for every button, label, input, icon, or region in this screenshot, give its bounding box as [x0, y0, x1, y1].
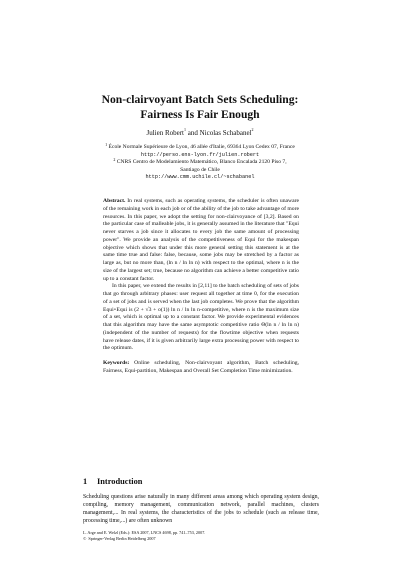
- section-heading: [83, 477, 323, 487]
- author-1: Julien Robert: [146, 129, 184, 137]
- author-1-affil-mark: 1: [184, 127, 186, 132]
- copyright-icon: ©: [83, 535, 87, 541]
- abstract-label: Abstract.: [103, 198, 126, 204]
- section-title: Introduction: [97, 477, 143, 486]
- affiliation-1-url[interactable]: http://perso.ens-lyon.fr/julien.robert: [140, 151, 260, 158]
- author-list: [50, 129, 350, 138]
- footnote-publisher: Springer-Verlag Berlin Heidelberg 2007: [87, 535, 156, 541]
- abstract-text-1: In real systems, such as operating systems, the scheduler is often unaware of the remaining work in each job or of the ability of the job to take advantage of more resources. In this paper, we adopt the setting for non-clairvoyance of [3,2]. Based on the particular case of malleable jobs, it is generally assumed in the literature that "Equi never starves a job since it allocates to every job the same amount of processing power". We provide an analysis of the competitiveness of Equi for the makespan objective which shows that under this more general setting this statement is at the same time true and false: false, because, some jobs may be stretched by a factor as large as, but no more than, (ln n / ln ln n) with respect to the optimal, where n is the size of the largest set; true, because no algorithm can achieve a better competitive ratio up to a constant factor.: [103, 198, 299, 282]
- affiliation-1: [70, 144, 330, 159]
- abstract-paragraph-1: [103, 198, 299, 283]
- paper-title: [50, 92, 350, 122]
- affiliation-2: [70, 159, 330, 182]
- title-line-1: Non-clairvoyant Batch Sets Scheduling:: [101, 93, 299, 106]
- affiliation-2-city: Santiago de Chile: [180, 166, 220, 173]
- affiliations: [70, 144, 330, 182]
- footnote-citation: L. Arge and E. Welzl (Eds.): ESA 2007, LNCS 4698, pp. 741–753, 2007.: [83, 530, 206, 535]
- abstract-paragraph-2: In this paper, we extend the results in [2,11] to the batch scheduling of sets of jobs that go through arbitrary phases: user request all together at time 0, for the execution of a set of jobs and is served when the last job completes. We prove that the algorithm Equi∘Equi is (2 + √3 + o(1)) ln n / ln ln n-competitive, where n is the maximum size of a set, which is optimal up to a constant factor. We provide experimental evidences that this algorithm may have the same asymptotic competitive ratio Θ(ln n / ln ln n) (independent of the number of requests) for the flowtime objective when requests have release dates, if it is given arbitrarily large extra processing power with respect to the optimum.: [103, 283, 299, 352]
- affiliation-2-address: CNRS Centro de Modelamiento Matemático, Blanco Encalada 2120 Piso 7,: [115, 159, 287, 166]
- introduction-paragraph: Scheduling questions arise naturally in many different areas among which operating system design, compiling, memory management, communication network, parallel machines, clusters management,... In real systems, the characteristics of the jobs to schedule (such as release time, processing time,...) are often unknown: [83, 494, 319, 524]
- keywords: [103, 360, 299, 376]
- author-2: and Nicolas Schabanel: [186, 129, 252, 137]
- affiliation-2-mark: 2: [113, 157, 116, 163]
- title-line-2: Fairness Is Fair Enough: [140, 108, 260, 121]
- author-2-affil-mark: 2: [251, 127, 254, 132]
- keywords-label: Keywords:: [103, 360, 130, 366]
- affiliation-2-url[interactable]: http://www.cmm.uchile.cl/~schabanel: [145, 174, 255, 181]
- abstract: [103, 198, 299, 376]
- publication-footnote: [83, 530, 323, 541]
- affiliation-1-address: École Normale Supérieure de Lyon, 46 allée d'Italie, 69364 Lyon Cedex 07, France: [107, 144, 295, 150]
- keywords-text: Online scheduling, Non-clairvoyant algorithm, Batch scheduling, Fairness, Equi-partition, Makespan and Overall Set Completion Time minimization.: [103, 360, 299, 374]
- section-number: 1: [83, 477, 88, 486]
- affiliation-1-mark: 1: [105, 142, 108, 147]
